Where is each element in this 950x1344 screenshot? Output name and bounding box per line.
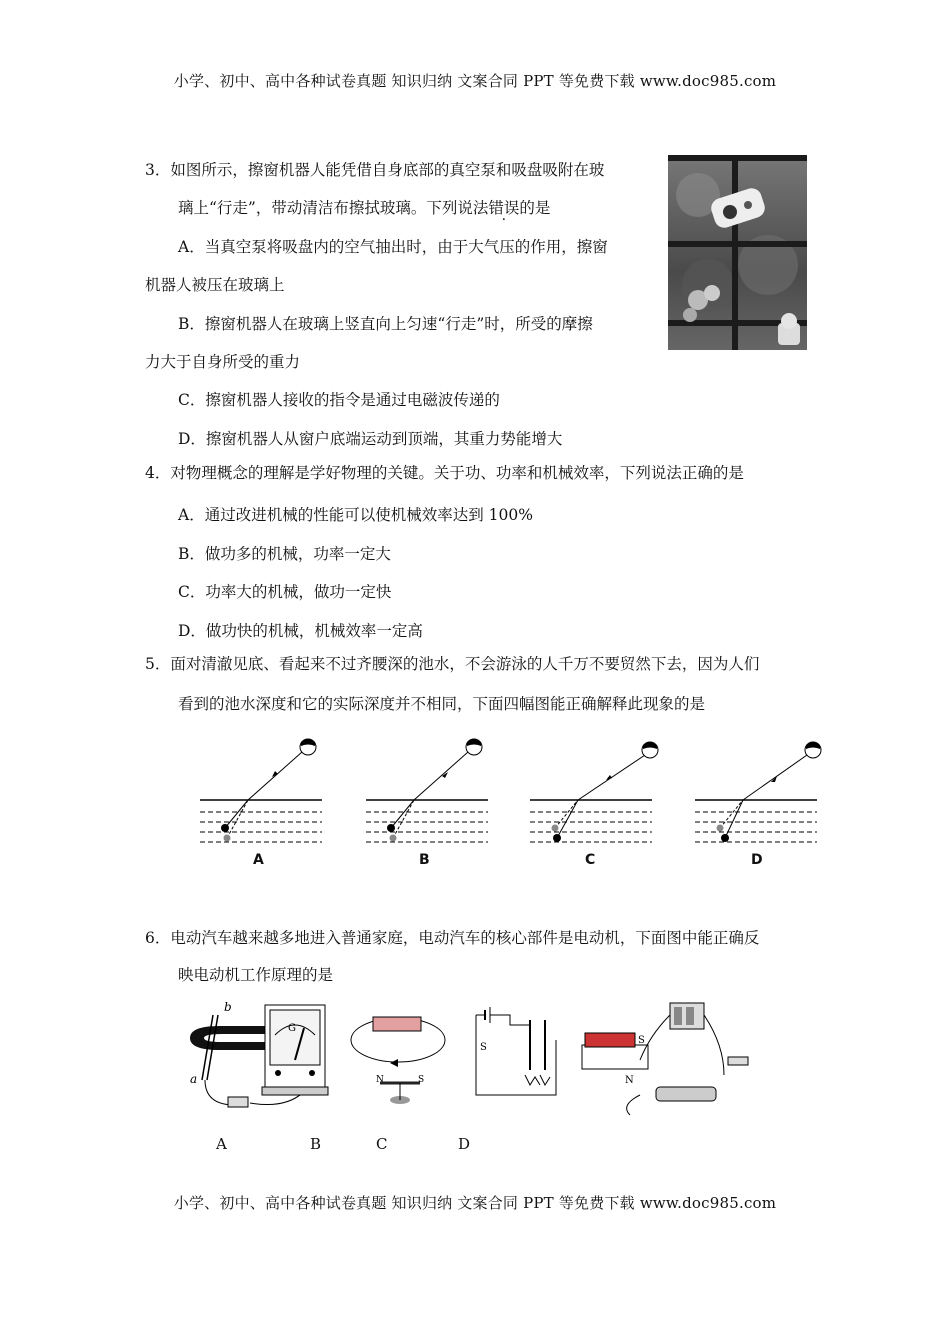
refraction-diagram-b <box>366 739 488 842</box>
q5-label-b: B <box>419 852 430 868</box>
refraction-diagram-a <box>200 739 322 842</box>
q6-label-b: B <box>310 1135 322 1153</box>
q6-stem-line1: 6．电动汽车越来越多地进入普通家庭，电动汽车的核心部件是电动机，下面图中能正确反 <box>145 929 760 947</box>
q3-option-b-line1: B．擦窗机器人在玻璃上竖直向上匀速“行走”时，所受的摩擦 <box>178 315 593 333</box>
svg-text:S: S <box>418 1075 425 1085</box>
svg-text:N: N <box>376 1075 384 1085</box>
diagram-compass <box>351 1017 445 1104</box>
q6-stem-line2: 映电动机工作原理的是 <box>178 966 334 984</box>
q3-option-b-line2: 力大于自身所受的重力 <box>145 353 301 371</box>
q4-option-c: C．功率大的机械，做功一定快 <box>178 583 392 601</box>
refraction-diagrams <box>190 730 840 875</box>
q4-option-b: B．做功多的机械，功率一定大 <box>178 545 391 563</box>
q4-option-a: A．通过改进机械的性能可以使机械效率达到 100% <box>178 506 533 524</box>
svg-text:b: b <box>224 1000 232 1014</box>
q5-label-d: D <box>751 852 763 868</box>
q5-label-c: C <box>585 852 596 868</box>
q3-option-d: D．擦窗机器人从窗户底端运动到顶端，其重力势能增大 <box>178 430 563 448</box>
page-header: 小学、初中、高中各种试卷真题 知识归纳 文案合同 PPT 等免费下载 www.doc985.com <box>173 72 777 90</box>
q6-label-c: C <box>376 1135 388 1153</box>
q6-label-d: D <box>458 1135 471 1153</box>
diagram-galvanometer <box>262 1005 328 1095</box>
q6-label-a: A <box>216 1135 227 1153</box>
svg-text:N: N <box>625 1075 634 1086</box>
svg-text:S: S <box>480 1042 487 1053</box>
q5-stem-line2: 看到的池水深度和它的实际深度并不相同，下面四幅图能正确解释此现象的是 <box>178 695 706 713</box>
window-robot-photo <box>668 155 807 350</box>
refraction-diagram-d <box>695 742 821 842</box>
svg-text:a: a <box>190 1072 198 1086</box>
refraction-diagram-c <box>530 742 658 842</box>
page-footer: 小学、初中、高中各种试卷真题 知识归纳 文案合同 PPT 等免费下载 www.doc985.com <box>173 1194 777 1212</box>
q3-option-c: C．擦窗机器人接收的指令是通过电磁波传递的 <box>178 391 500 409</box>
diagram-motor-circuit <box>582 1003 748 1115</box>
q5-label-a: A <box>253 852 264 868</box>
q3-stem-line2: 璃上“行走”，带动清洁布擦拭玻璃。下列说法错误的是 <box>178 199 551 217</box>
q3-option-a-line1: A．当真空泵将吸盘内的空气抽出时，由于大气压的作用，擦窗 <box>178 238 608 256</box>
svg-text:S: S <box>638 1035 645 1046</box>
q5-stem-line1: 5．面对清澈见底、看起来不过齐腰深的池水，不会游泳的人千万不要贸然下去，因为人们 <box>145 655 760 673</box>
q4-stem: 4．对物理概念的理解是学好物理的关键。关于功、功率和机械效率，下列说法正确的是 <box>145 464 744 482</box>
diagram-electromagnet <box>476 1007 556 1095</box>
q3-stem-line1: 3．如图所示，擦窗机器人能凭借自身底部的真空泵和吸盘吸附在玻 <box>145 161 605 179</box>
emphasis-text: 错误 <box>488 199 520 217</box>
q4-option-d: D．做功快的机械，机械效率一定高 <box>178 622 423 640</box>
q3-option-a-line2: 机器人被压在玻璃上 <box>145 276 285 294</box>
svg-text:G: G <box>288 1023 296 1034</box>
motor-principle-diagrams <box>180 995 780 1120</box>
